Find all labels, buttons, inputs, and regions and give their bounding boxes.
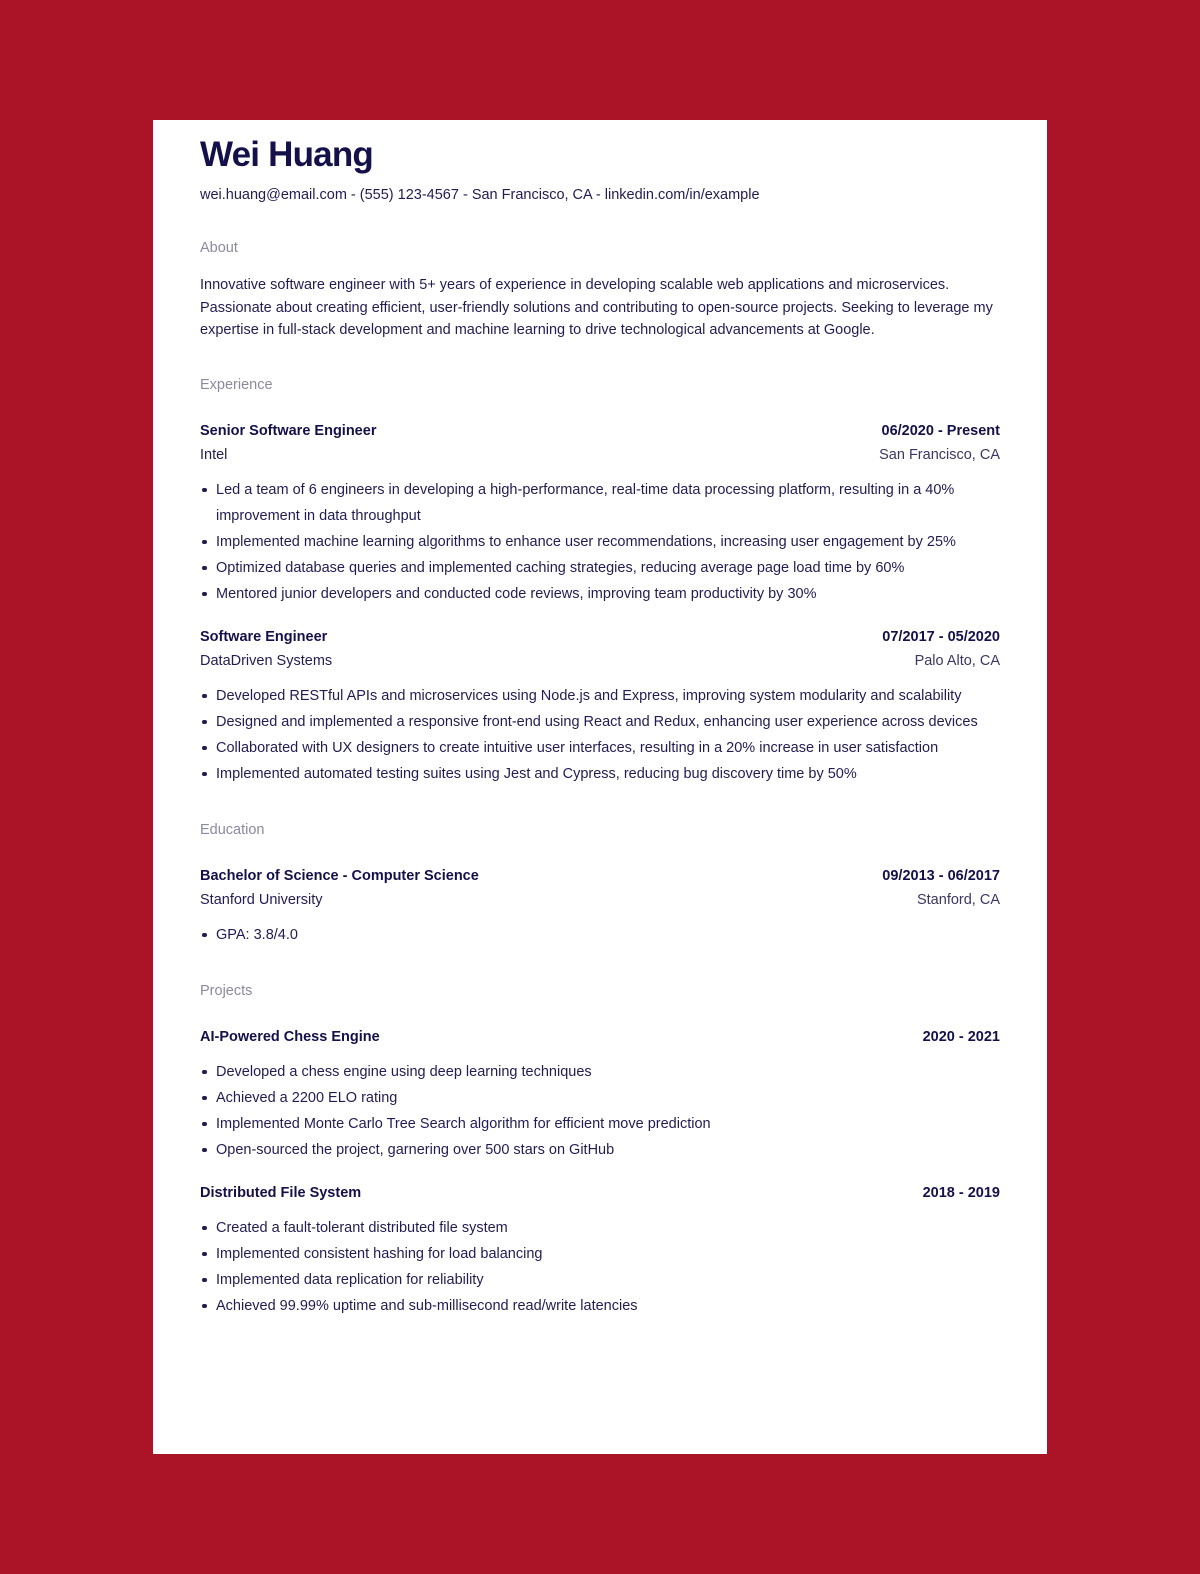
bullet-item: Implemented machine learning algorithms to enhance user recommendations, increasing user engagement by 25% bbox=[200, 529, 1000, 555]
resume-page bbox=[153, 120, 1047, 1454]
bullet-item: Developed a chess engine using deep learning techniques bbox=[200, 1059, 1000, 1085]
project-bullets bbox=[200, 1059, 1000, 1163]
company-name: Intel bbox=[200, 446, 228, 463]
experience-bullets bbox=[200, 683, 1000, 787]
bullet-item: Optimized database queries and implemented caching strategies, reducing average page load time by 60% bbox=[200, 555, 1000, 581]
job-title: Senior Software Engineer bbox=[200, 422, 377, 439]
school-name: Stanford University bbox=[200, 891, 323, 908]
section-title-projects: Projects bbox=[200, 982, 253, 999]
bullet-item: Mentored junior developers and conducted code reviews, improving team productivity by 30% bbox=[200, 581, 1000, 607]
bullet-item: GPA: 3.8/4.0 bbox=[200, 922, 1000, 948]
project-dates: 2020 - 2021 bbox=[922, 1028, 1000, 1045]
bullet-item: Implemented automated testing suites using Jest and Cypress, reducing bug discovery time by 50% bbox=[200, 761, 1000, 787]
project-dates: 2018 - 2019 bbox=[922, 1184, 1000, 1201]
bullet-item: Implemented data replication for reliability bbox=[200, 1267, 1000, 1293]
project-entry bbox=[200, 1181, 1000, 1319]
resume-name: Wei Huang bbox=[200, 135, 373, 174]
education-bullets bbox=[200, 922, 1000, 948]
bullet-item: Collaborated with UX designers to create intuitive user interfaces, resulting in a 20% increase in user satisfaction bbox=[200, 735, 1000, 761]
bullet-item: Implemented Monte Carlo Tree Search algorithm for efficient move prediction bbox=[200, 1111, 1000, 1137]
section-title-experience: Experience bbox=[200, 376, 273, 393]
about-summary: Innovative software engineer with 5+ years of experience in developing scalable web applications and microservices. Passionate about creating efficient, user-friendly solutions and contributing to open-source projects. Seeking to leverage my expertise in full-stack development and machine learning to drive technological advancements at Google. bbox=[200, 277, 993, 339]
bullet-item: Led a team of 6 engineers in developing a high-performance, real-time data processing platform, resulting in a 40% improvement in data throughput bbox=[200, 477, 1000, 529]
project-name: Distributed File System bbox=[200, 1184, 362, 1201]
project-name: AI-Powered Chess Engine bbox=[200, 1028, 380, 1045]
bullet-item: Open-sourced the project, garnering over 500 stars on GitHub bbox=[200, 1137, 1000, 1163]
education-entry bbox=[200, 864, 1000, 948]
experience-entry bbox=[200, 419, 1000, 607]
project-entry bbox=[200, 1025, 1000, 1163]
bullet-item: Achieved a 2200 ELO rating bbox=[200, 1085, 1000, 1111]
experience-bullets bbox=[200, 477, 1000, 607]
education-dates: 09/2013 - 06/2017 bbox=[882, 867, 1000, 884]
bullet-item: Created a fault-tolerant distributed file system bbox=[200, 1215, 1000, 1241]
bullet-item: Implemented consistent hashing for load balancing bbox=[200, 1241, 1000, 1267]
section-title-about: About bbox=[200, 240, 238, 256]
contact-line: wei.huang@email.com - (555) 123-4567 - San Francisco, CA - linkedin.com/in/example bbox=[200, 187, 760, 203]
job-location: San Francisco, CA bbox=[879, 446, 1000, 463]
job-location: Palo Alto, CA bbox=[914, 652, 1000, 669]
degree-title: Bachelor of Science - Computer Science bbox=[200, 867, 479, 884]
bullet-item: Developed RESTful APIs and microservices using Node.js and Express, improving system modularity and scalability bbox=[200, 683, 1000, 709]
job-dates: 06/2020 - Present bbox=[881, 422, 1000, 439]
bullet-item: Designed and implemented a responsive front-end using React and Redux, enhancing user experience across devices bbox=[200, 709, 1000, 735]
job-title: Software Engineer bbox=[200, 628, 328, 645]
company-name: DataDriven Systems bbox=[200, 652, 333, 669]
job-dates: 07/2017 - 05/2020 bbox=[882, 628, 1000, 645]
school-location: Stanford, CA bbox=[916, 891, 1000, 908]
experience-entry bbox=[200, 625, 1000, 787]
section-title-education: Education bbox=[200, 821, 265, 838]
bullet-item: Achieved 99.99% uptime and sub-millisecond read/write latencies bbox=[200, 1293, 1000, 1319]
project-bullets bbox=[200, 1215, 1000, 1319]
